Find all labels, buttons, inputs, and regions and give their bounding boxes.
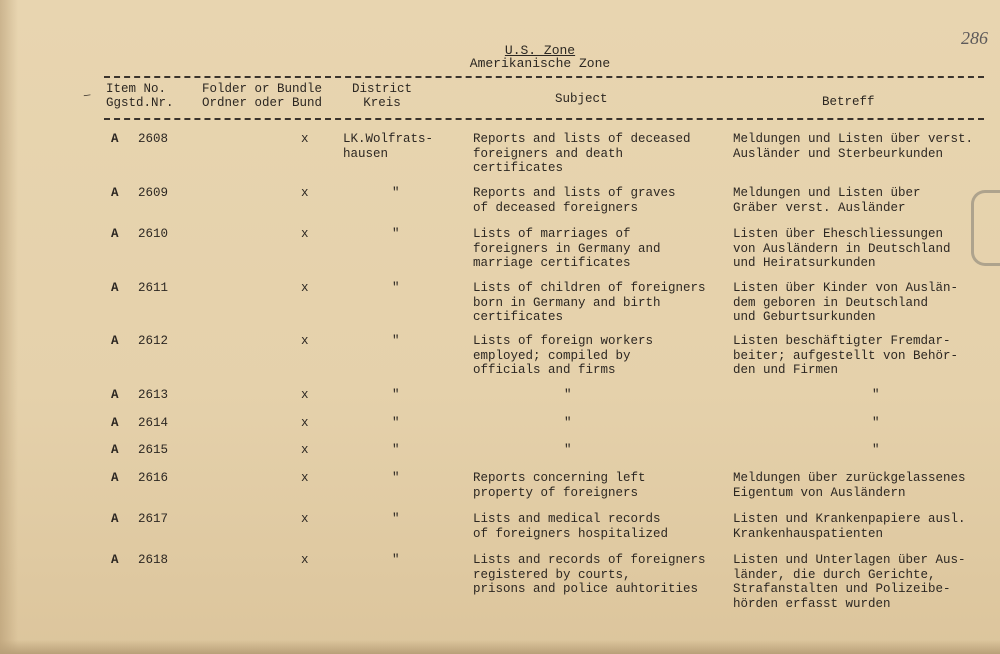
subject-cell: Reports and lists of graves of deceased foreigners bbox=[473, 186, 676, 215]
header-subject: Subject bbox=[555, 92, 608, 106]
item-number: 2616 bbox=[138, 471, 169, 485]
row-letter: A bbox=[111, 471, 119, 485]
betreff-cell: Meldungen über zurückgelassenes Eigentum von Ausländern bbox=[733, 471, 966, 500]
subject-cell: Lists of children of foreigners born in Germany and birth certificates bbox=[473, 281, 706, 324]
row-letter: A bbox=[111, 512, 119, 526]
subject-cell: " bbox=[564, 388, 572, 402]
row-letter: A bbox=[111, 334, 119, 348]
zone-title-en: U.S. Zone bbox=[504, 43, 576, 58]
district-cell: " bbox=[392, 281, 400, 295]
betreff-cell: " bbox=[872, 416, 880, 430]
folder-mark: x bbox=[301, 471, 309, 485]
district-cell: " bbox=[392, 388, 400, 402]
district-cell: " bbox=[392, 443, 400, 457]
folder-mark: x bbox=[301, 512, 309, 526]
header-rule-top bbox=[104, 76, 984, 78]
subject-cell: Lists and records of foreigners registered by courts, prisons and police auhtorities bbox=[473, 553, 706, 596]
district-cell: " bbox=[392, 186, 400, 200]
folder-mark: x bbox=[301, 416, 309, 430]
subject-cell: " bbox=[564, 416, 572, 430]
row-letter: A bbox=[111, 416, 119, 430]
district-cell: " bbox=[392, 512, 400, 526]
folder-mark: x bbox=[301, 227, 309, 241]
item-number: 2608 bbox=[138, 132, 169, 146]
folder-mark: x bbox=[301, 281, 309, 295]
district-cell: " bbox=[392, 334, 400, 348]
item-number: 2617 bbox=[138, 512, 169, 526]
row-letter: A bbox=[111, 553, 119, 567]
betreff-cell: " bbox=[872, 443, 880, 457]
betreff-cell: Listen beschäftigter Fremdar- beiter; aufgestellt von Behör- den und Firmen bbox=[733, 334, 959, 377]
row-letter: A bbox=[111, 443, 119, 457]
district-cell: " bbox=[392, 227, 400, 241]
folder-mark: x bbox=[301, 132, 309, 146]
subject-cell: " bbox=[564, 443, 572, 457]
betreff-cell: Meldungen und Listen über Gräber verst. Ausländer bbox=[733, 186, 921, 215]
row-letter: A bbox=[111, 281, 119, 295]
paper-clip-mark bbox=[971, 190, 1000, 266]
item-number: 2611 bbox=[138, 281, 169, 295]
subject-cell: Lists of marriages of foreigners in Germany and marriage certificates bbox=[473, 227, 661, 270]
betreff-cell: Listen über Kinder von Auslän- dem geboren in Deutschland und Geburtsurkunden bbox=[733, 281, 959, 324]
subject-cell: Reports concerning left property of foreigners bbox=[473, 471, 646, 500]
margin-mark: — bbox=[83, 89, 92, 103]
subject-cell: Lists and medical records of foreigners hospitalized bbox=[473, 512, 669, 541]
folder-mark: x bbox=[301, 553, 309, 567]
folder-mark: x bbox=[301, 334, 309, 348]
betreff-cell: Listen über Eheschliessungen von Ausländern in Deutschland und Heiratsurkunden bbox=[733, 227, 951, 270]
betreff-cell: " bbox=[872, 388, 880, 402]
item-number: 2610 bbox=[138, 227, 169, 241]
district-cell: " bbox=[392, 553, 400, 567]
row-letter: A bbox=[111, 388, 119, 402]
item-number: 2612 bbox=[138, 334, 169, 348]
item-number: 2615 bbox=[138, 443, 169, 457]
folder-mark: x bbox=[301, 388, 309, 402]
folder-mark: x bbox=[301, 443, 309, 457]
header-rule-bottom bbox=[104, 118, 984, 120]
page-number: 286 bbox=[961, 28, 988, 48]
item-number: 2609 bbox=[138, 186, 169, 200]
district-cell: " bbox=[392, 471, 400, 485]
header-folder: Folder or Bundle Ordner oder Bund bbox=[202, 82, 323, 110]
folder-mark: x bbox=[301, 186, 309, 200]
item-number: 2618 bbox=[138, 553, 169, 567]
zone-title-de: Amerikanische Zone bbox=[469, 56, 611, 71]
row-letter: A bbox=[111, 227, 119, 241]
item-number: 2613 bbox=[138, 388, 169, 402]
subject-cell: Reports and lists of deceased foreigners and death certificates bbox=[473, 132, 691, 175]
district-cell: LK.Wolfrats- hausen bbox=[343, 132, 434, 161]
betreff-cell: Meldungen und Listen über verst. Ausländer und Sterbeurkunden bbox=[733, 132, 974, 161]
header-district: District Kreis bbox=[352, 82, 413, 110]
header-item-no: Item No. Ggstd.Nr. bbox=[106, 82, 174, 110]
header-betreff: Betreff bbox=[822, 95, 875, 109]
betreff-cell: Listen und Unterlagen über Aus- länder, die durch Gerichte, Strafanstalten und Polizeibe- hörden erfasst wurden bbox=[733, 553, 966, 611]
betreff-cell: Listen und Krankenpapiere ausl. Krankenhauspatienten bbox=[733, 512, 966, 541]
subject-cell: Lists of foreign workers employed; compiled by officials and firms bbox=[473, 334, 654, 377]
item-number: 2614 bbox=[138, 416, 169, 430]
district-cell: " bbox=[392, 416, 400, 430]
row-letter: A bbox=[111, 186, 119, 200]
row-letter: A bbox=[111, 132, 119, 146]
